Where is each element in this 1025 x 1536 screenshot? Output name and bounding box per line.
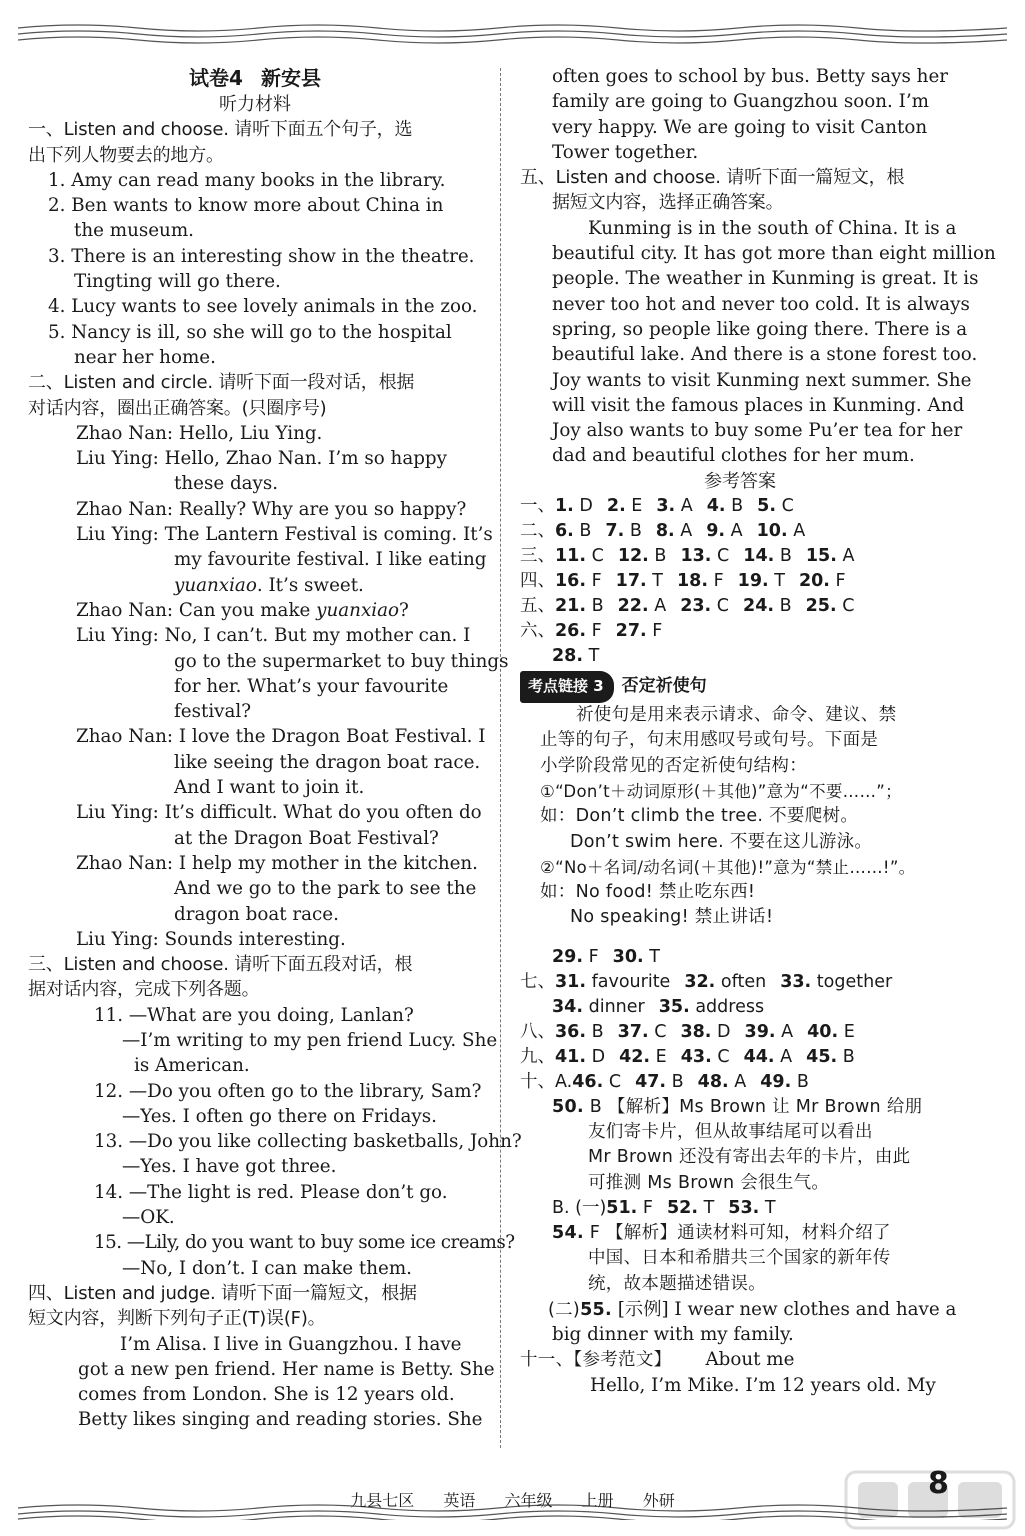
dialogue-line: Liu Ying: Hello, Zhao Nan. I’m so happy bbox=[76, 448, 447, 470]
dialogue-reply-cont: is American. bbox=[134, 1055, 250, 1077]
passage-line: beautiful city. It has got more than eight million bbox=[552, 243, 996, 265]
knowledge-rule-1: ①“Don’t＋动词原形(＋其他)”意为“不要……”； bbox=[540, 781, 902, 801]
dialogue-reply: —Yes. I have got three. bbox=[122, 1156, 337, 1178]
sentence-3: 3. There is an interesting show in the theatre. bbox=[48, 245, 475, 267]
dialogue-question-14: 14. —The light is red. Please don’t go. bbox=[94, 1181, 448, 1203]
dialogue-line: Zhao Nan: Really? Why are you so happy? bbox=[76, 498, 467, 520]
answer-row-8: 八、36. B 37. C 38. D 39. A 40. E bbox=[520, 1021, 855, 1042]
answer-row-51: B. (一)51. F 52. T 53. T bbox=[552, 1197, 776, 1218]
dialogue-line-cont: festival? bbox=[174, 701, 252, 723]
answer-row-7-cont: 34. dinner 35. address bbox=[552, 996, 765, 1017]
explanation-50-cont: 可推测 Ms Brown 会很生气。 bbox=[588, 1172, 830, 1193]
passage-line: Kunming is in the south of China. It is a bbox=[588, 217, 957, 239]
explanation-50: 50. B 【解析】Ms Brown 让 Mr Brown 给朋 bbox=[552, 1096, 923, 1117]
exam-title: 试卷4 新安县 bbox=[189, 66, 321, 90]
knowledge-example: Don’t swim here. 不要在这儿游泳。 bbox=[570, 831, 873, 852]
answer-row-7-section: 七、31. favourite 32. often 33. together bbox=[520, 971, 893, 992]
passage-line: Tower together. bbox=[552, 141, 699, 163]
sentence-5: 5. Nancy is ill, so she will go to the hospital bbox=[48, 321, 452, 343]
passage-line: never too hot and never too cold. It is always bbox=[552, 293, 970, 315]
yuanxiao-term: yuanxiao bbox=[174, 574, 257, 596]
passage-line: spring, so people like going there. There is a bbox=[552, 318, 968, 340]
knowledge-example: No speaking! 禁止讲话! bbox=[570, 907, 774, 928]
decorative-top-border bbox=[18, 20, 1007, 50]
dialogue-reply: —Yes. I often go there on Fridays. bbox=[122, 1105, 437, 1127]
dialogue-question-11: 11. —What are you doing, Lanlan? bbox=[94, 1004, 414, 1026]
left-column bbox=[28, 64, 522, 1433]
dialogue-question-12: 12. —Do you often go to the library, Sam? bbox=[94, 1080, 482, 1102]
dialogue-line-cont: And I want to join it. bbox=[174, 777, 365, 799]
dialogue-line: Zhao Nan: Hello, Liu Ying. bbox=[76, 422, 323, 444]
passage-line: Betty likes singing and reading stories. She bbox=[78, 1409, 483, 1431]
footer-subject: 英语 bbox=[443, 1491, 476, 1510]
page-number: 8 bbox=[928, 1466, 949, 1501]
answer-row-2: 二、6. B 7. B 8. A 9. A 10. A bbox=[520, 521, 806, 542]
yuanxiao-term: yuanxiao bbox=[316, 599, 400, 621]
knowledge-rule-2: ②“No＋名词/动名词(＋其他)!”意为“禁止……!”。 bbox=[540, 857, 916, 877]
explanation-54-cont: 中国、日本和希腊共三个国家的新年传 bbox=[588, 1248, 891, 1269]
answer-row-6: 六、26. F 27. F bbox=[520, 621, 663, 642]
sentence-1: 1. Amy can read many books in the library. bbox=[48, 169, 446, 191]
knowledge-text: 止等的句子，句末用感叹号或句号。下面是 bbox=[540, 730, 879, 751]
dialogue-reply: —OK. bbox=[122, 1207, 175, 1229]
answer-row-5: 五、21. B 22. A 23. C 24. B 25. C bbox=[520, 596, 855, 617]
sample-answer-55-cont: big dinner with my family. bbox=[552, 1324, 794, 1346]
knowledge-text: 祈使句是用来表示请求、命令、建议、禁 bbox=[576, 705, 897, 726]
passage-line: dad and beautiful clothes for her mum. bbox=[552, 445, 915, 467]
passage-line: will visit the famous places in Kunming. And bbox=[552, 394, 965, 416]
dialogue-line: Zhao Nan: I help my mother in the kitchen. bbox=[76, 852, 478, 874]
section-2-heading-cont: 对话内容，圈出正确答案。(只圈序号) bbox=[28, 397, 327, 419]
dialogue-line: Liu Ying: It’s difficult. What do you often do bbox=[76, 802, 482, 824]
dialogue-line-cont: my favourite festival. I like eating bbox=[174, 549, 487, 571]
knowledge-link-header bbox=[520, 671, 960, 703]
passage-line: family are going to Guangzhou soon. I’m bbox=[552, 91, 930, 113]
passage-line: Joy also wants to buy some Pu’er tea for her bbox=[552, 420, 963, 442]
passage-line: Joy wants to visit Kunming next summer. She bbox=[552, 369, 972, 391]
passage-line: often goes to school by bus. Betty says her bbox=[552, 66, 949, 87]
passage-line: got a new pen friend. Her name is Betty. She bbox=[78, 1358, 495, 1380]
section-5-heading-cont: 据短文内容，选择正确答案。 bbox=[552, 192, 784, 214]
dialogue-reply: —I’m writing to my pen friend Lucy. She bbox=[122, 1029, 498, 1051]
footer-volume: 上册 bbox=[581, 1491, 614, 1510]
passage-line: very happy. We are going to visit Canton bbox=[552, 116, 928, 138]
model-essay-heading: 十一、【参考范文】 About me bbox=[520, 1349, 795, 1371]
explanation-54: 54. F 【解析】通读材料可知，材料介绍了 bbox=[552, 1222, 891, 1243]
passage-line: comes from London. She is 12 years old. bbox=[78, 1384, 455, 1406]
answer-row-29: 29. F 30. T bbox=[552, 946, 660, 967]
passage-line: beautiful lake. And there is a stone forest too. bbox=[552, 344, 978, 366]
dialogue-line-cont: like seeing the dragon boat race. bbox=[174, 751, 481, 773]
answer-row-7: 28. T bbox=[552, 646, 600, 667]
dialogue-line: Zhao Nan: I love the Dragon Boat Festival. I bbox=[76, 726, 486, 748]
passage-line: people. The weather in Kunming is great. It is bbox=[552, 268, 979, 290]
sentence-2: 2. Ben wants to know more about China in bbox=[48, 195, 444, 217]
answer-row-10: 十、A.46. C 47. B 48. A 49. B bbox=[520, 1071, 809, 1092]
right-column bbox=[520, 64, 996, 1398]
section-3-heading: 三、Listen and choose. 请听下面五段对话，根 bbox=[28, 954, 413, 976]
answer-row-9: 九、41. D 42. E 43. C 44. A 45. B bbox=[520, 1046, 855, 1067]
knowledge-link-badge: 考点链接 3 bbox=[520, 671, 614, 702]
section-5-heading: 五、Listen and choose. 请听下面一篇短文，根 bbox=[520, 167, 905, 189]
dialogue-line-cont: these days. bbox=[174, 473, 279, 495]
sentence-3-cont: Tingting will go there. bbox=[74, 271, 281, 293]
sentence-2-cont: the museum. bbox=[74, 220, 194, 242]
explanation-50-cont: Mr Brown 还没有寄出去年的卡片，由此 bbox=[588, 1147, 911, 1168]
footer-edition: 外研 bbox=[642, 1491, 675, 1510]
section-1-heading: 一、Listen and choose. 请听下面五个句子，选 bbox=[28, 119, 413, 141]
model-essay-line: Hello, I’m Mike. I’m 12 years old. My bbox=[590, 1374, 936, 1396]
dialogue-reply: —No, I don’t. I can make them. bbox=[122, 1257, 412, 1279]
listening-material-heading: 听力材料 bbox=[219, 94, 291, 115]
dialogue-line-cont: go to the supermarket to buy things bbox=[174, 650, 509, 672]
dialogue-question-15: 15. —Lily, do you want to buy some ice creams? bbox=[94, 1232, 515, 1254]
dialogue-line-cont: dragon boat race. bbox=[174, 903, 339, 925]
knowledge-text: 小学阶段常见的否定祈使句结构： bbox=[540, 755, 807, 776]
knowledge-example: 如：Don’t climb the tree. 不要爬树。 bbox=[540, 806, 859, 827]
section-3-heading-cont: 据对话内容，完成下列各题。 bbox=[28, 979, 260, 1001]
dialogue-question-13: 13. —Do you like collecting basketballs, John? bbox=[94, 1131, 522, 1153]
footer-grade: 六年级 bbox=[504, 1491, 553, 1510]
knowledge-link-title: 否定祈使句 bbox=[621, 676, 707, 697]
dialogue-line: Liu Ying: Sounds interesting. bbox=[76, 928, 346, 950]
explanation-50-cont: 友们寄卡片，但从故事结尾可以看出 bbox=[588, 1122, 873, 1143]
answer-key-heading: 参考答案 bbox=[704, 470, 776, 492]
sentence-5-cont: near her home. bbox=[74, 346, 216, 368]
section-4-heading-cont: 短文内容，判断下列句子正(T)误(F)。 bbox=[28, 1308, 326, 1330]
dialogue-line-cont: yuanxiao. It’s sweet. bbox=[174, 574, 364, 596]
answer-row-1: 一、1. D 2. E 3. A 4. B 5. C bbox=[520, 496, 794, 517]
section-2-heading: 二、Listen and circle. 请听下面一段对话，根据 bbox=[28, 372, 415, 394]
dialogue-line: Liu Ying: No, I can’t. But my mother can. I bbox=[76, 625, 471, 647]
dialogue-line: Liu Ying: The Lantern Festival is coming. It’s bbox=[76, 524, 493, 546]
dialogue-line: Zhao Nan: Can you make yuanxiao? bbox=[76, 599, 409, 621]
passage-line: I’m Alisa. I live in Guangzhou. I have bbox=[120, 1333, 462, 1355]
dialogue-line-cont: And we go to the park to see the bbox=[174, 878, 477, 900]
dialogue-line-cont: at the Dragon Boat Festival? bbox=[174, 827, 439, 849]
section-1-heading-cont: 出下列人物要去的地方。 bbox=[28, 144, 224, 166]
sample-answer-55: (二)55. [示例] I wear new clothes and have a bbox=[548, 1298, 957, 1320]
explanation-54-cont: 统，故本题描述错误。 bbox=[588, 1273, 766, 1294]
answer-row-4: 四、16. F 17. T 18. F 19. T 20. F bbox=[520, 571, 846, 592]
footer-region: 九县七区 bbox=[350, 1491, 415, 1510]
sentence-4: 4. Lucy wants to see lovely animals in the zoo. bbox=[48, 296, 478, 318]
knowledge-example: 如：No food! 禁止吃东西! bbox=[540, 882, 756, 903]
answer-row-3: 三、11. C 12. B 13. C 14. B 15. A bbox=[520, 546, 855, 567]
dialogue-line-cont: for her. What’s your favourite bbox=[174, 675, 449, 697]
section-4-heading: 四、Listen and judge. 请听下面一篇短文，根据 bbox=[28, 1282, 417, 1304]
